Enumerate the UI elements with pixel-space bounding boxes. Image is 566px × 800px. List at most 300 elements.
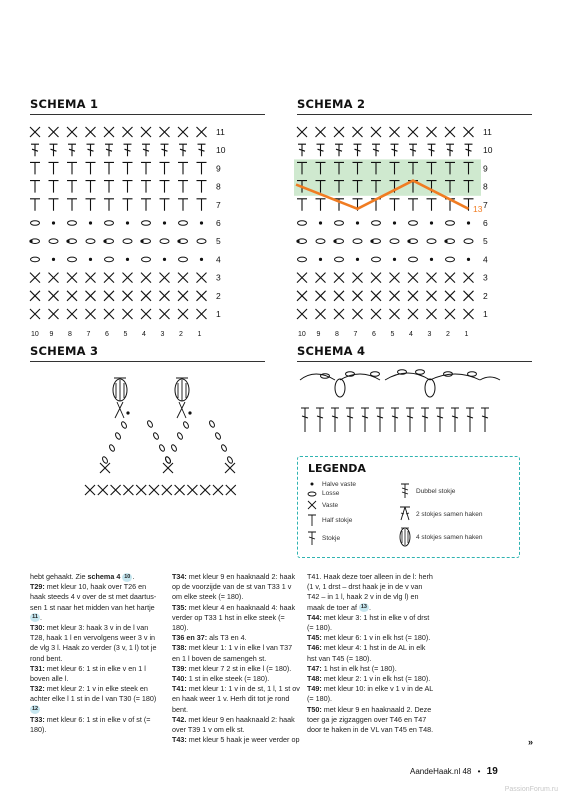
stitch-symbol (68, 221, 77, 226)
instruction-paragraph: T50: met kleur 9 en haaknaald 2. Deze toer ga je zigzaggen over T46 en T47 door te haken in de VL van T45 en T48. (307, 704, 434, 735)
cluster-symbol (113, 378, 127, 418)
stitch-symbol (335, 257, 344, 262)
col-label: 3 (427, 331, 432, 339)
round-label: T29: (30, 582, 45, 592)
stitch-symbol (161, 144, 169, 156)
stitch-symbol (141, 181, 151, 193)
stitch-symbol (407, 239, 417, 244)
col-label: 7 (353, 331, 358, 339)
instruction-paragraph: T44: met kleur 3: 1 hst in elke v of drst (= 180). (307, 612, 430, 633)
text-column-3 (307, 572, 435, 735)
instruction-paragraph: hebt gehaakt. Zie schema 4 10 . (30, 572, 135, 581)
stitch-symbol (391, 408, 399, 432)
row-label: 5 (216, 236, 221, 247)
row-label: 3 (216, 272, 221, 283)
round-label: T30: (30, 623, 45, 633)
round-label: T43: (172, 735, 187, 745)
row-label: 1 (483, 309, 488, 319)
stitch-symbol (52, 221, 55, 224)
chain-symbol (171, 444, 178, 452)
round-label: T33: (30, 714, 45, 724)
stitch-symbol (86, 309, 96, 319)
stitch-symbol (86, 291, 96, 301)
stitch-symbol (481, 408, 489, 432)
stitch-symbol (200, 485, 210, 495)
round-label: T49: (307, 684, 322, 694)
col-label: 3 (160, 331, 165, 339)
stitch-symbol (68, 144, 76, 156)
stitch-symbol (390, 291, 400, 301)
stitch-symbol (86, 273, 96, 283)
round-label: T31: (30, 663, 45, 673)
stitch-symbol (141, 273, 151, 283)
stitch-symbol (200, 221, 203, 224)
stitch-symbol (393, 258, 396, 261)
row-label: 11 (483, 127, 492, 137)
stitch-symbol (371, 273, 381, 283)
row-label: 4 (483, 254, 488, 265)
stitch-symbol (464, 309, 474, 319)
stitch-symbol (104, 127, 114, 137)
col-label: 6 (105, 331, 109, 339)
cluster-symbol (335, 379, 345, 397)
stitch-symbol (149, 485, 159, 495)
legend-item-8: 4 stokjes samen haken (416, 534, 483, 541)
stitch-symbol (187, 485, 197, 495)
round-label: T34: (172, 572, 187, 581)
stitch-symbol (123, 127, 133, 137)
instruction-paragraph: T34: met kleur 9 en haaknaald 2: haak op de voorzijde van de st van T33 1 v om elke steek (= 180). (172, 572, 296, 602)
legend-title: LEGENDA (308, 462, 366, 475)
row-label: 2 (483, 290, 488, 301)
round-label: T46: (307, 643, 322, 653)
row-label: 7 (216, 199, 221, 210)
stitch-symbol (52, 258, 55, 261)
stitch-symbol (103, 239, 113, 244)
stitch-symbol (30, 127, 40, 137)
stitch-symbol (67, 273, 77, 283)
chain-symbol (215, 432, 222, 440)
schema-3-divider (30, 361, 265, 362)
stitch-symbol (178, 181, 188, 193)
double-crochet-icon (308, 532, 316, 545)
instruction-paragraph: T42. met kleur 9 en haaknaald 2: haak over T39 1 v om elk st. (172, 714, 295, 735)
schema-2-title: SCHEMA 2 (297, 97, 366, 111)
stitch-symbol (179, 257, 188, 262)
stitch-symbol (160, 162, 170, 174)
stitch-symbol (466, 408, 474, 432)
stitch-symbol (353, 273, 363, 283)
stitch-symbol (49, 309, 59, 319)
chain-symbol (221, 444, 228, 452)
stitch-symbol (213, 485, 223, 495)
chain-icon (308, 492, 316, 496)
legend-item-6: Dubbel stokje (416, 488, 456, 495)
col-label: 1 (197, 331, 202, 339)
stitch-symbol (427, 273, 437, 283)
round-label: T42. (172, 714, 187, 724)
watermark: PassionForum.ru (504, 786, 558, 793)
stitch-symbol (372, 221, 381, 226)
cluster-symbol (175, 378, 189, 418)
stitch-symbol (49, 291, 59, 301)
instruction-paragraph: T41: met kleur 1: 1 v in de st, 1 l, 1 st ov en haak weer 1 v. Herh dit tot je rond bent. (172, 684, 300, 714)
row-label: 8 (483, 181, 488, 192)
stitch-symbol (49, 239, 58, 244)
chain-symbol (371, 372, 380, 377)
stitch-symbol (178, 273, 188, 283)
chain-symbol (209, 420, 216, 428)
schema-4-divider (297, 361, 532, 362)
stitch-symbol (163, 258, 166, 261)
instruction-paragraph: T49: met kleur 10: in elke v 1 v in de AL (= 180). (307, 684, 433, 704)
footer-bullet: • (477, 767, 481, 776)
instruction-paragraph: T45: met kleur 6: 1 v in elk hst (= 180). (307, 633, 431, 643)
stitch-symbol (445, 291, 455, 301)
round-label: T47: (307, 663, 322, 673)
stitch-symbol (316, 309, 326, 319)
stitch-symbol (319, 221, 322, 224)
stitch-symbol (346, 408, 354, 432)
stitch-symbol (445, 309, 455, 319)
stitch-symbol (445, 273, 455, 283)
stitch-symbol (331, 408, 339, 432)
instruction-paragraph: T35: met kleur 4 en haaknaald 4: haak verder op T33 1 hst in elke steek (= 180). (172, 602, 296, 633)
stitch-symbol (467, 221, 470, 224)
round-label: T44: (307, 612, 322, 622)
stitch-symbol (177, 239, 187, 244)
stitch-symbol (141, 127, 151, 137)
row-label: 10 (483, 145, 493, 156)
stitch-symbol (197, 309, 207, 319)
stitch-symbol (105, 144, 113, 156)
legend-item-5: Stokje (322, 535, 341, 542)
schema-1-divider (30, 114, 265, 115)
stitch-symbol (427, 127, 437, 137)
stitch-symbol (353, 127, 363, 137)
col-label: 5 (390, 331, 395, 339)
stitch-symbol (68, 257, 77, 262)
stitch-symbol (98, 485, 108, 495)
stitch-symbol (111, 485, 121, 495)
highlight-band (294, 159, 481, 195)
legend-item-3: Vaste (322, 502, 339, 509)
stitch-symbol (390, 273, 400, 283)
stitch-symbol (29, 239, 39, 244)
schema-1-title: SCHEMA 1 (30, 97, 99, 111)
legend-item-2: Losse (322, 490, 340, 497)
stitch-symbol (427, 239, 436, 244)
stitch-symbol (335, 144, 343, 156)
stitch-symbol (178, 199, 188, 211)
chain-symbol (115, 432, 122, 440)
stitch-symbol (421, 408, 429, 432)
stitch-symbol (67, 199, 77, 211)
stitch-symbol (198, 144, 206, 156)
stitch-symbol (436, 408, 444, 432)
stitch-symbol (50, 144, 58, 156)
round-label: T41: (172, 684, 187, 694)
stitch-symbol (372, 257, 381, 262)
stitch-symbol (123, 199, 133, 211)
stitch-symbol (467, 258, 470, 261)
instruction-paragraph: T38: met kleur 1: 1 v in elke l van T37 en 1 l boven de samengeh st. (172, 643, 293, 663)
magazine-name: AandeHaak.nl 48 (410, 767, 472, 776)
round-label: T40: (172, 674, 187, 684)
stitch-symbol (87, 144, 95, 156)
instruction-paragraph: T41. Haak deze toer alleen in de l: herh (1 v, 1 drst – drst haak je in de v van T42 – in 1 l, haak 2 v in de vlg l) en maak de toer af 13 . (307, 572, 433, 612)
legend-item-7: 2 stokjes samen haken (416, 511, 483, 518)
stitch-symbol (67, 309, 77, 319)
stitch-symbol (123, 485, 133, 495)
stitch-symbol (353, 309, 363, 319)
chain-symbol (321, 374, 330, 379)
round-label: T32: (30, 684, 45, 694)
treble-icon (401, 484, 409, 498)
stitch-symbol (353, 291, 363, 301)
stitch-symbol (86, 162, 96, 174)
col-label: 9 (49, 331, 54, 339)
stitch-symbol (160, 291, 170, 301)
stitch-symbol (464, 273, 474, 283)
stitch-symbol (142, 144, 150, 156)
stitch-symbol (298, 144, 306, 156)
stitch-symbol (445, 127, 455, 137)
instruction-paragraph: T32: met kleur 2: 1 v in elke steek en achter elke l 1 st in de l van T30 (= 180) 12 (30, 684, 157, 713)
stitch-symbol (408, 199, 418, 211)
round-label: T50: (307, 704, 322, 714)
chain-symbol (102, 456, 109, 464)
stitch-symbol (123, 239, 132, 244)
stitch-symbol (409, 221, 418, 226)
stitch-symbol (464, 239, 473, 244)
stitch-symbol (333, 239, 343, 244)
page-number: 19 (486, 766, 498, 777)
stitch-symbol (86, 199, 96, 211)
col-label: 10 (298, 331, 306, 339)
text-column-2 (172, 572, 300, 745)
col-label: 6 (372, 331, 376, 339)
stitch-symbol (123, 291, 133, 301)
stitch-symbol (67, 291, 77, 301)
round-label: T39: (172, 663, 187, 673)
stitch-symbol (123, 309, 133, 319)
stitch-symbol (197, 273, 207, 283)
stitch-symbol (86, 127, 96, 137)
cluster-symbol (425, 379, 435, 397)
stitch-symbol (319, 258, 322, 261)
continue-mark: » (528, 737, 534, 747)
stitch-symbol (30, 181, 40, 193)
stitch-symbol (49, 181, 59, 193)
stitch-symbol (104, 309, 114, 319)
stitch-symbol (104, 273, 114, 283)
stitch-symbol (30, 309, 40, 319)
stitch-symbol (408, 291, 418, 301)
stitch-symbol (334, 273, 344, 283)
dc2tog-icon (400, 507, 410, 520)
stitch-symbol (49, 273, 59, 283)
round-label: T36 en 37: (172, 633, 208, 643)
legend-box (297, 456, 520, 558)
row-label: 5 (483, 236, 488, 247)
stitch-symbol (105, 221, 114, 226)
stitch-symbol (226, 485, 236, 495)
col-label: 4 (142, 331, 146, 339)
stitch-symbol (67, 162, 77, 174)
stitch-symbol (316, 199, 326, 211)
instruction-paragraph: T43: met kleur 5 haak je weer verder op (172, 735, 300, 745)
stitch-symbol (163, 463, 173, 473)
stitch-symbol (371, 127, 381, 137)
col-label: 8 (68, 331, 72, 339)
col-label: 9 (316, 331, 321, 339)
slip-stitch-icon (311, 483, 314, 486)
stitch-symbol (140, 239, 150, 244)
schema-3-title: SCHEMA 3 (30, 344, 99, 358)
stitch-symbol (141, 309, 151, 319)
stitch-symbol (301, 408, 309, 432)
chain-symbol (109, 444, 116, 452)
page-footer (410, 766, 498, 777)
stitch-symbol (178, 309, 188, 319)
chain-symbol (177, 432, 184, 440)
stitch-symbol (334, 127, 344, 137)
stitch-symbol (104, 181, 114, 193)
instruction-paragraph: T46: met kleur 4: 1 hst in de AL in elk hst van T45 (= 180). (307, 643, 426, 663)
stitch-symbol (298, 257, 307, 262)
stitch-symbol (160, 239, 169, 244)
stitch-symbol (85, 485, 95, 495)
stitch-symbol (316, 291, 326, 301)
row-label: 6 (483, 218, 488, 228)
stitch-symbol (105, 257, 114, 262)
stitch-symbol (124, 144, 132, 156)
stitch-symbol (297, 273, 307, 283)
stitch-symbol (372, 144, 380, 156)
stitch-symbol (162, 485, 172, 495)
stitch-symbol (298, 221, 307, 226)
stitch-symbol (30, 199, 40, 211)
stitch-symbol (141, 291, 151, 301)
stitch-symbol (444, 239, 454, 244)
col-label: 7 (86, 331, 91, 339)
slip-stitch-symbol (126, 411, 129, 414)
stitch-symbol (297, 199, 307, 211)
stitch-symbol (160, 127, 170, 137)
stitch-symbol (430, 258, 433, 261)
stitch-symbol (197, 239, 206, 244)
stitch-symbol (390, 127, 400, 137)
stitch-symbol (354, 144, 362, 156)
row-label: 9 (216, 163, 221, 174)
chain-symbol (416, 370, 425, 375)
stitch-symbol (427, 291, 437, 301)
stitch-symbol (446, 144, 454, 156)
stitch-symbol (104, 162, 114, 174)
col-label: 5 (123, 331, 128, 339)
stitch-symbol (427, 199, 437, 211)
stitch-symbol (464, 291, 474, 301)
col-label: 4 (409, 331, 413, 339)
stitch-symbol (30, 273, 40, 283)
stitch-symbol (408, 309, 418, 319)
schema-2-divider (297, 114, 532, 115)
stitch-symbol (104, 291, 114, 301)
row-label: 7 (483, 199, 488, 210)
instruction-paragraph: T39: met kleur 7 2 st in elke l (= 180). (172, 663, 292, 673)
stitch-symbol (49, 162, 59, 174)
round-label: T35: (172, 602, 187, 612)
col-label: 1 (464, 331, 469, 339)
text-column-1 (30, 572, 158, 735)
row-label: 4 (216, 254, 221, 265)
stitch-symbol (390, 199, 400, 211)
stitch-symbol (427, 309, 437, 319)
stitch-symbol (197, 199, 207, 211)
col-label: 8 (335, 331, 339, 339)
row-label: 8 (216, 181, 221, 192)
photo-ref-badge: 11 (30, 613, 40, 622)
row-label: 6 (216, 218, 221, 228)
stitch-symbol (178, 127, 188, 137)
stitch-symbol (464, 127, 474, 137)
stitch-symbol (361, 408, 369, 432)
stitch-symbol (49, 199, 59, 211)
stitch-symbol (86, 239, 95, 244)
stitch-symbol (371, 309, 381, 319)
slip-stitch-symbol (188, 411, 191, 414)
legend-item-4: Half stokje (322, 517, 353, 524)
stitch-symbol (356, 258, 359, 261)
stitch-symbol (334, 291, 344, 301)
col-label: 2 (446, 331, 450, 339)
single-crochet-icon (308, 501, 316, 509)
stitch-symbol (197, 181, 207, 193)
stitch-symbol (409, 257, 418, 262)
stitch-symbol (451, 408, 459, 432)
schema-4-title: SCHEMA 4 (297, 344, 366, 358)
stitch-symbol (178, 291, 188, 301)
instruction-paragraph: T29: met kleur 10, haak over T26 en haak steeds 4 v over de st met daartus-sen 1 st naar het midden van het hartje 11 . (30, 582, 157, 622)
stitch-symbol (446, 221, 455, 226)
row-label: 11 (216, 127, 225, 137)
col-label: 10 (31, 331, 39, 339)
stitch-symbol (406, 408, 414, 432)
col-label: 2 (179, 331, 183, 339)
stitch-symbol (142, 221, 151, 226)
stitch-symbol (163, 221, 166, 224)
stitch-symbol (160, 273, 170, 283)
stitch-symbol (409, 144, 417, 156)
row-label: 2 (216, 290, 221, 301)
stitch-symbol (391, 144, 399, 156)
stitch-symbol (100, 463, 110, 473)
stitch-symbol (123, 162, 133, 174)
row-label: 10 (216, 145, 226, 156)
stitch-symbol (464, 199, 474, 211)
chain-symbol (153, 432, 160, 440)
stitch-symbol (197, 291, 207, 301)
stitch-symbol (89, 221, 92, 224)
stitch-symbol (160, 309, 170, 319)
instruction-paragraph: T48: met kleur 2: 1 v in elk hst (= 180). (307, 674, 431, 684)
stitch-symbol (376, 408, 384, 432)
stitch-symbol (67, 181, 77, 193)
stitch-symbol (428, 144, 436, 156)
stitch-symbol (179, 144, 187, 156)
row-label: 9 (483, 163, 488, 174)
